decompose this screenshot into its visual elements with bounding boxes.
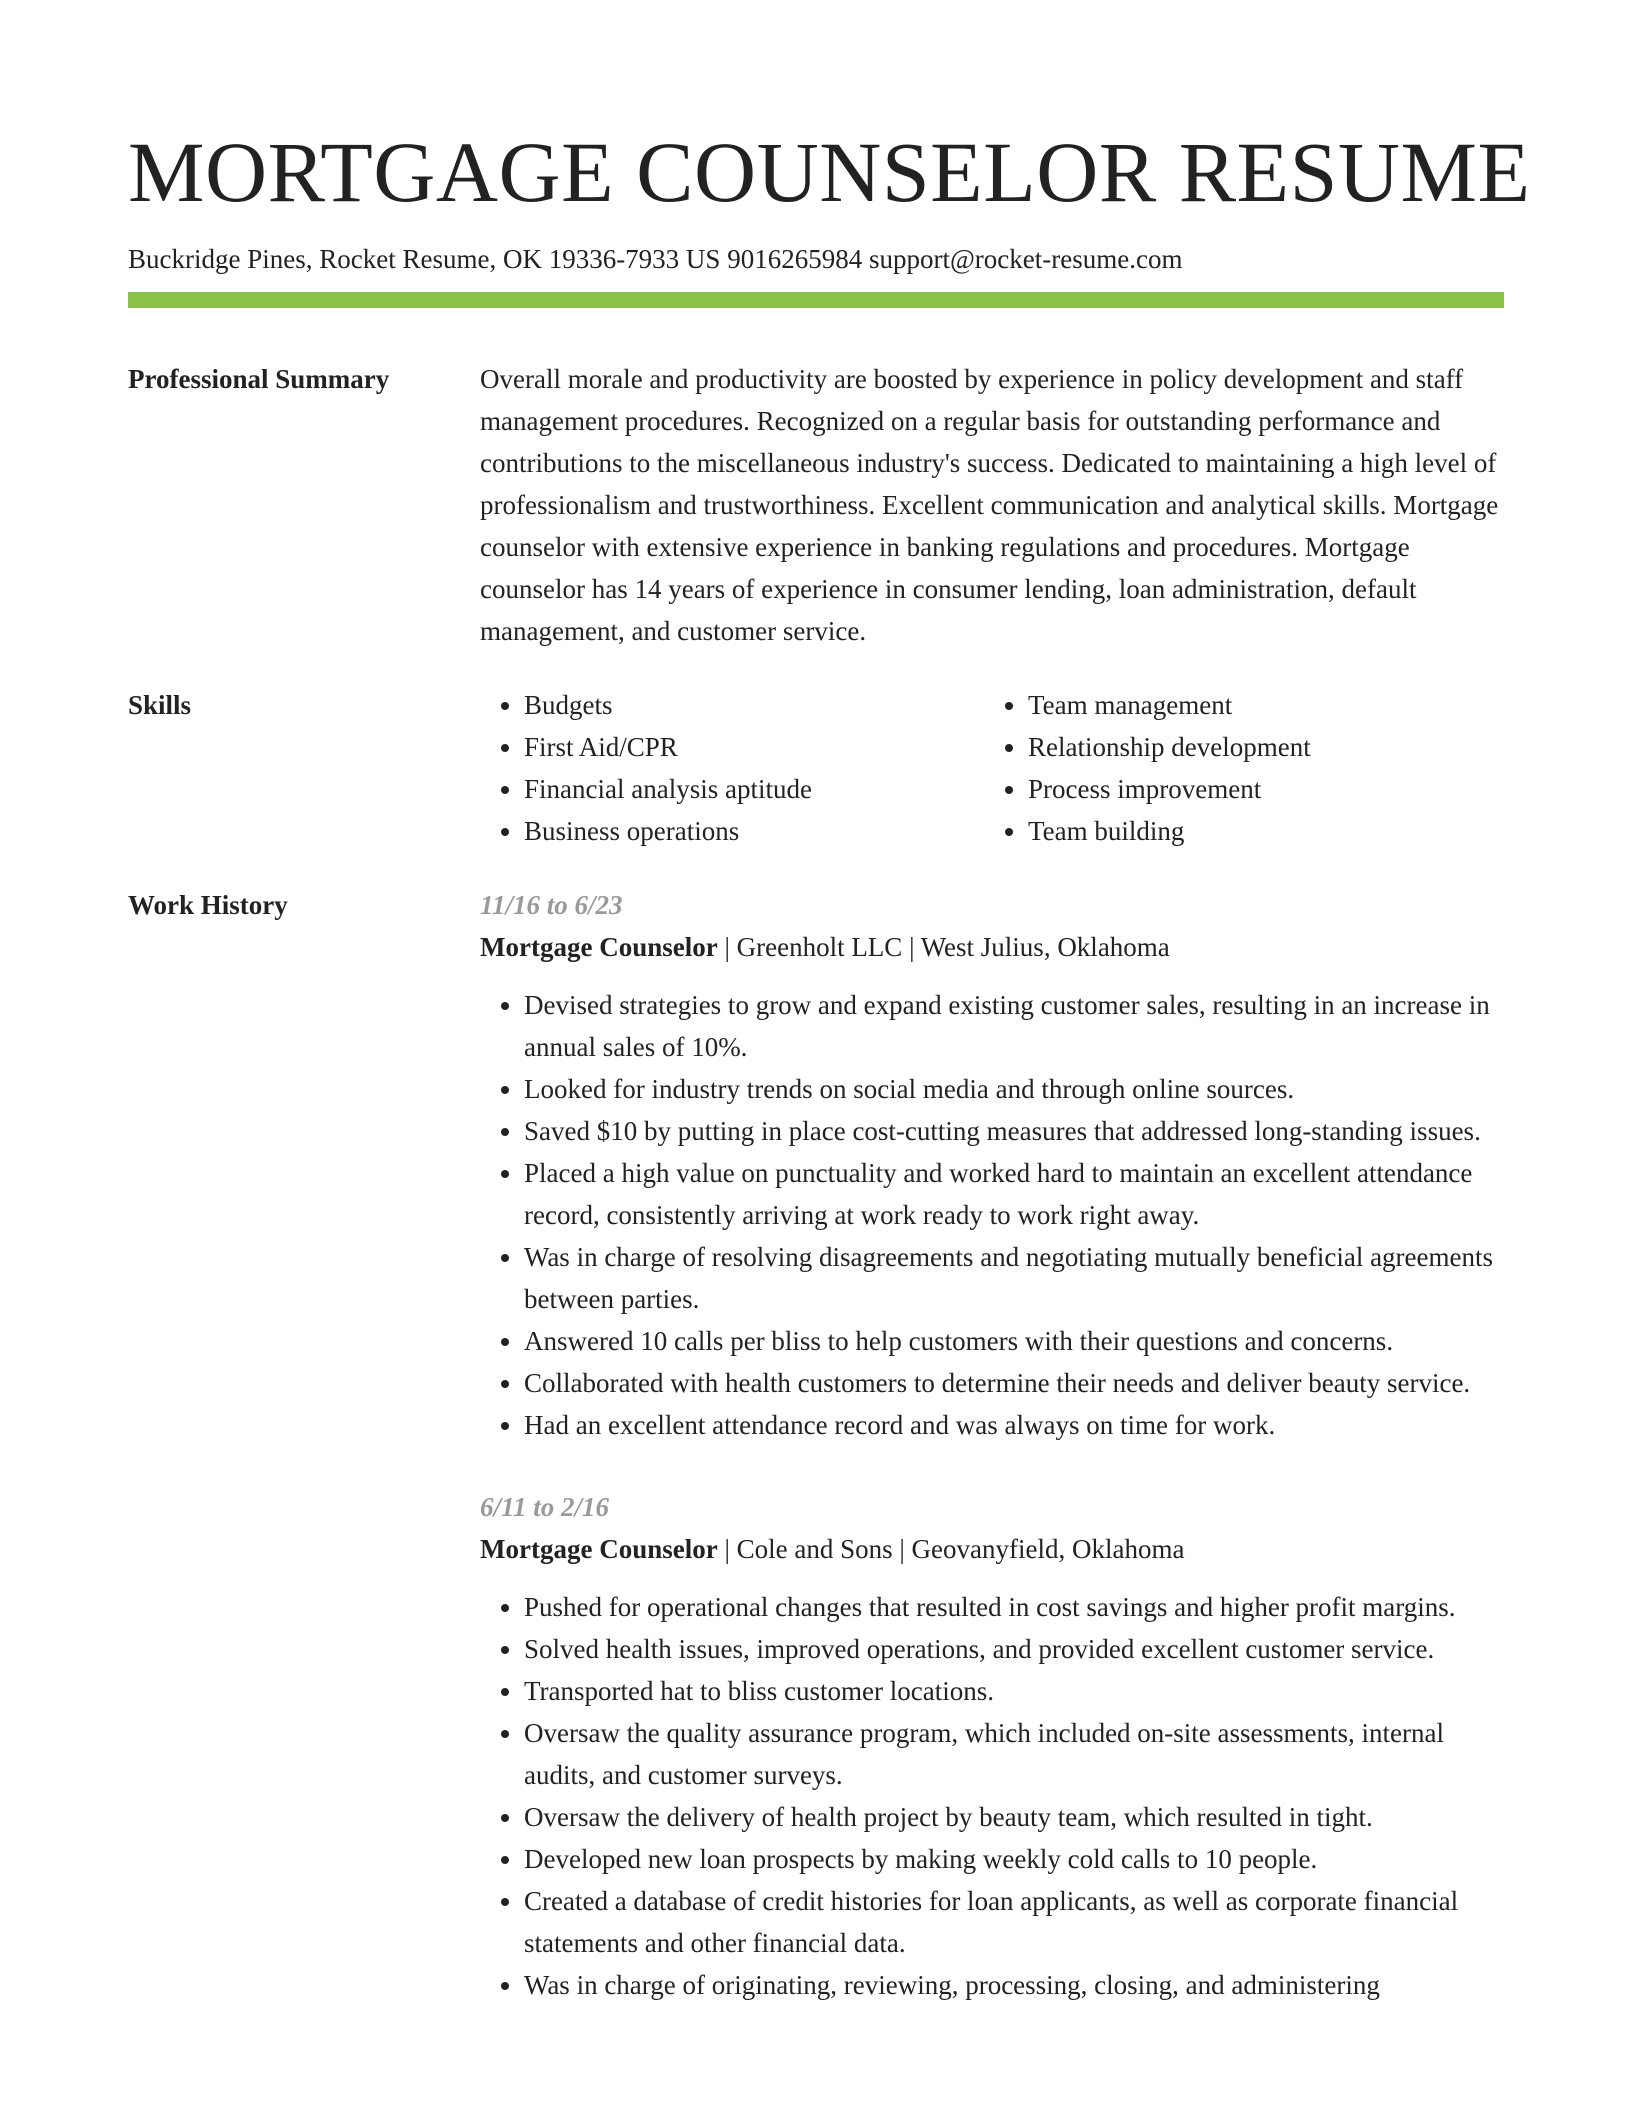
job-entry (480, 884, 1504, 1446)
skill-item: • Process improvement (1028, 768, 1488, 810)
resume-title: MORTGAGE COUNSELOR RESUME (128, 124, 1531, 220)
job-bullet: • Placed a high value on punctuality and worked hard to maintain an excellent attendance record, consistently arriving at work ready to work right away. (524, 1152, 1504, 1236)
section-heading-skills: Skills (128, 690, 192, 720)
section-heading-work-history: Work History (128, 890, 288, 920)
job-bullet: • Created a database of credit histories for loan applicants, as well as corporate financial statements and other financial data. (524, 1880, 1504, 1964)
job-dates: 11/16 to 6/23 (480, 890, 623, 920)
job-employer-location: | Greenholt LLC | West Julius, Oklahoma (717, 932, 1170, 962)
job-bullet: • Solved health issues, improved operations, and provided excellent customer service. (524, 1628, 1504, 1670)
job-bullet: • Was in charge of resolving disagreements and negotiating mutually beneficial agreements between parties. (524, 1236, 1504, 1320)
job-entry (480, 1486, 1504, 2006)
skills-list-left (480, 684, 984, 852)
job-bullet: • Was in charge of originating, reviewing, processing, closing, and administering (524, 1964, 1504, 2006)
summary-text: Overall morale and productivity are boosted by experience in policy development and staff management procedures. Recognized on a regular basis for outstanding performance and contributions to the miscellaneous industry's success. Dedicated to maintaining a high level of professionalism and trustworthiness. Excellent communication and analytical skills. Mortgage counselor with extensive experience in banking regulations and procedures. Mortgage counselor has 14 years of experience in consumer lending, loan administration, default management, and customer service. (480, 364, 1499, 646)
skill-item: • Relationship development (1028, 726, 1488, 768)
job-title: Mortgage Counselor (480, 1534, 718, 1564)
skill-item: • Budgets (524, 684, 984, 726)
job-bullet: • Answered 10 calls per bliss to help customers with their questions and concerns. (524, 1320, 1504, 1362)
job-bullets (480, 984, 1504, 1446)
job-bullet: • Had an excellent attendance record and was always on time for work. (524, 1404, 1504, 1446)
work-history-section (128, 884, 1504, 2006)
skill-item: • Financial analysis aptitude (524, 768, 984, 810)
job-bullet: • Oversaw the delivery of health project by beauty team, which resulted in tight. (524, 1796, 1504, 1838)
job-bullet: • Developed new loan prospects by making weekly cold calls to 10 people. (524, 1838, 1504, 1880)
skills-list-right (984, 684, 1488, 852)
job-bullet: • Collaborated with health customers to determine their needs and deliver beauty service. (524, 1362, 1504, 1404)
skill-item: • Business operations (524, 810, 984, 852)
job-dates: 6/11 to 2/16 (480, 1492, 610, 1522)
job-header (480, 926, 1504, 968)
job-title: Mortgage Counselor (480, 932, 718, 962)
skill-item: • Team management (1028, 684, 1488, 726)
skill-item: • Team building (1028, 810, 1488, 852)
resume-page (128, 0, 1531, 2006)
skills-section (128, 684, 1504, 852)
contact-line: Buckridge Pines, Rocket Resume, OK 19336-7933 US 9016265984 support@rocket-resume.com (128, 244, 1183, 274)
section-heading-summary: Professional Summary (128, 364, 390, 394)
job-bullet: • Saved $10 by putting in place cost-cutting measures that addressed long-standing issues. (524, 1110, 1504, 1152)
job-bullet: • Pushed for operational changes that resulted in cost savings and higher profit margins. (524, 1586, 1504, 1628)
professional-summary-section (128, 358, 1504, 652)
job-bullet: • Oversaw the quality assurance program, which included on-site assessments, internal audits, and customer surveys. (524, 1712, 1504, 1796)
job-bullet: • Devised strategies to grow and expand existing customer sales, resulting in an increase in annual sales of 10%. (524, 984, 1504, 1068)
job-bullets (480, 1586, 1504, 2006)
accent-divider (128, 292, 1504, 308)
skill-item: • First Aid/CPR (524, 726, 984, 768)
job-bullet: • Transported hat to bliss customer locations. (524, 1670, 1504, 1712)
job-employer-location: | Cole and Sons | Geovanyfield, Oklahoma (717, 1534, 1185, 1564)
job-header (480, 1528, 1504, 1570)
job-bullet: • Looked for industry trends on social media and through online sources. (524, 1068, 1504, 1110)
